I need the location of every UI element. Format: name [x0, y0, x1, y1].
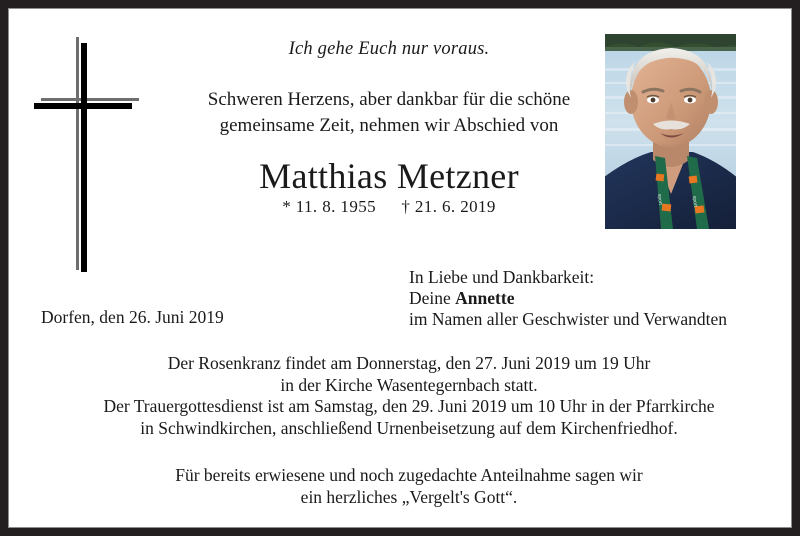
cross-vertical-bar: [81, 43, 87, 272]
thanks-prefix: Deine: [409, 288, 456, 308]
service-line-1: Der Rosenkranz findet am Donnerstag, den 27. Juni 2019 um 19 Uhr: [167, 353, 651, 373]
service-line-4: in Schwindkirchen, anschließend Urnenbeisetzung auf dem Kirchenfriedhof.: [140, 417, 678, 438]
notice-inner-frame: [8, 8, 792, 528]
lead-line-1: Schweren Herzens, aber dankbar für die schöne: [207, 89, 571, 110]
motto-text: Ich gehe Euch nur voraus.: [288, 39, 490, 59]
thanks-line-3: im Namen aller Geschwister und Verwandten: [409, 309, 727, 329]
svg-text:sport: sport: [656, 193, 664, 206]
service-line-2: in der Kirche Wasentegernbach statt.: [280, 374, 538, 395]
cross-vertical-shadow: [76, 37, 79, 270]
cross-horizontal-shadow: [41, 98, 139, 101]
closing-thanks: [29, 464, 789, 508]
cross-horizontal-bar: [34, 103, 132, 109]
death-date: 21. 6. 2019: [414, 197, 496, 216]
christian-cross-icon: [33, 31, 153, 281]
lead-line-2: gemeinsame Zeit, nehmen wir Abschied von: [219, 115, 559, 136]
birth-date: 11. 8. 1955: [295, 197, 377, 216]
birth-symbol: *: [282, 197, 292, 216]
thanks-line-1: In Liebe und Dankbarkeit:: [409, 267, 595, 287]
svg-text:sport: sport: [691, 195, 699, 208]
closing-line-2: ein herzliches „Vergelt's Gott“.: [300, 487, 518, 507]
portrait-photo: [605, 34, 736, 229]
death-symbol: †: [401, 197, 411, 216]
life-dates: [159, 197, 619, 217]
service-details: [29, 353, 789, 439]
closing-line-1: Für bereits erwiesene und noch zugedachte Anteilnahme sagen wir: [175, 465, 643, 485]
service-line-3: Der Trauergottesdienst ist am Samstag, den 29. Juni 2019 um 10 Uhr in der Pfarrkirche: [103, 396, 715, 416]
lead-paragraph: [169, 87, 609, 139]
deceased-name: Matthias Metzner: [259, 156, 519, 196]
mourners-block: [409, 267, 781, 330]
place-and-date: Dorfen, den 26. Juni 2019: [41, 307, 224, 327]
mourner-name: Annette: [455, 288, 515, 308]
thanks-line-2: [409, 288, 781, 309]
